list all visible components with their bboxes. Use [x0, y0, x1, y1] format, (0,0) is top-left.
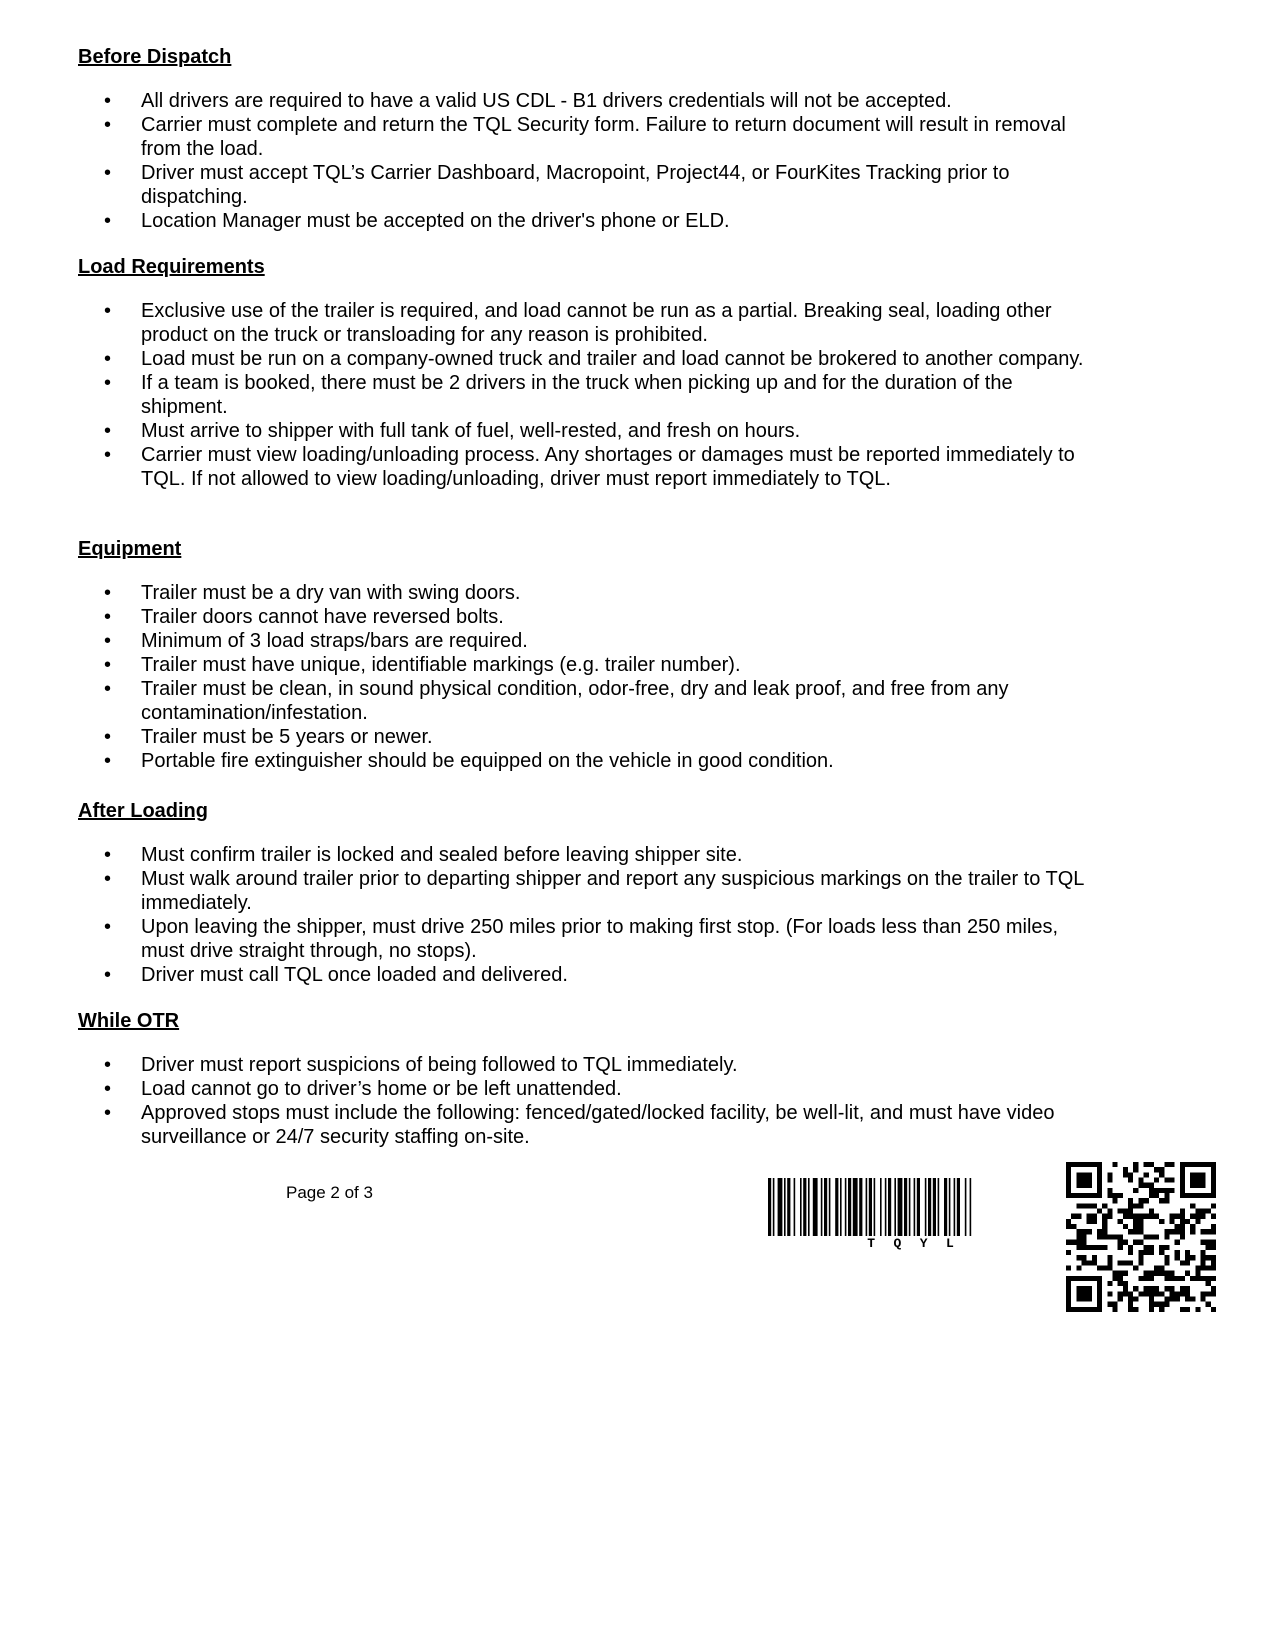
list-item: • Must walk around trailer prior to departing shipper and report any suspicious markings on the trailer to TQL immediately.: [104, 868, 1084, 914]
bullet-icon: •: [104, 114, 112, 136]
section-heading: Load Requirements: [78, 256, 265, 278]
bullet-list: [78, 299, 1098, 491]
bullet-icon: •: [104, 300, 112, 322]
barcode-char: Q: [893, 1236, 902, 1251]
list-item: • Load cannot go to driver’s home or be left unattended.: [104, 1078, 622, 1100]
bullet-icon: •: [104, 1102, 112, 1124]
bullet-icon: •: [104, 210, 112, 232]
list-item: • Carrier must view loading/unloading process. Any shortages or damages must be reported immediately to TQL. If not allowed to view loading/unloading, driver must report immediately to TQL.: [104, 444, 1075, 490]
bullet-icon: •: [104, 844, 112, 866]
bullet-icon: •: [104, 348, 112, 370]
bullet-icon: •: [104, 750, 112, 772]
bullet-icon: •: [104, 444, 112, 466]
list-item: • Trailer doors cannot have reversed bolts.: [104, 606, 504, 628]
bullet-list: [78, 843, 1098, 987]
bullet-list: [78, 1053, 1098, 1149]
barcode-label: [768, 1236, 1053, 1251]
barcode-icon: [768, 1178, 1053, 1236]
section-while-otr: [78, 1009, 1098, 1149]
bullet-icon: •: [104, 726, 112, 748]
list-item: • Must confirm trailer is locked and sealed before leaving shipper site.: [104, 844, 743, 866]
list-item: • Load must be run on a company-owned truck and trailer and load cannot be brokered to another company.: [104, 348, 1084, 370]
list-item: • Upon leaving the shipper, must drive 250 miles prior to making first stop. (For loads less than 250 miles, must drive straight through, no stops).: [104, 916, 1059, 962]
list-item: • Carrier must complete and return the TQL Security form. Failure to return document will result in removal from the load.: [104, 114, 1066, 160]
section-heading: After Loading: [78, 800, 208, 822]
section-heading: While OTR: [78, 1010, 180, 1032]
list-item: • Driver must report suspicions of being followed to TQL immediately.: [104, 1054, 738, 1076]
section-heading: Before Dispatch: [78, 46, 232, 68]
qr-code-icon: [1066, 1162, 1216, 1312]
bullet-icon: •: [104, 1054, 112, 1076]
section-equipment: [78, 537, 1098, 773]
list-item: • Must arrive to shipper with full tank of fuel, well-rested, and fresh on hours.: [104, 420, 801, 442]
barcode-char: Y: [919, 1236, 928, 1251]
page-number: Page 2 of 3: [286, 1183, 373, 1202]
list-item: • Location Manager must be accepted on the driver's phone or ELD.: [104, 210, 730, 232]
bullet-list: [78, 89, 1098, 233]
list-item: • Trailer must have unique, identifiable markings (e.g. trailer number).: [104, 654, 741, 676]
bullet-icon: •: [104, 90, 112, 112]
bullet-icon: •: [104, 868, 112, 890]
bullet-icon: •: [104, 916, 112, 938]
list-item: • Minimum of 3 load straps/bars are required.: [104, 630, 528, 652]
list-item: • If a team is booked, there must be 2 drivers in the truck when picking up and for the duration of the shipment.: [104, 372, 1013, 418]
bullet-icon: •: [104, 420, 112, 442]
list-item: • Portable fire extinguisher should be equipped on the vehicle in good condition.: [104, 750, 834, 772]
list-item: • Trailer must be 5 years or newer.: [104, 726, 433, 748]
list-item: • Trailer must be clean, in sound physical condition, odor-free, dry and leak proof, and free from any contamination/infestation.: [104, 678, 1009, 724]
bullet-icon: •: [104, 964, 112, 986]
bullet-icon: •: [104, 630, 112, 652]
section-heading: Equipment: [78, 538, 182, 560]
list-item: • Driver must call TQL once loaded and delivered.: [104, 964, 568, 986]
bullet-icon: •: [104, 582, 112, 604]
bullet-icon: •: [104, 1078, 112, 1100]
section-before-dispatch: [78, 45, 1098, 233]
bullet-icon: •: [104, 678, 112, 700]
bullet-list: [78, 581, 1098, 773]
bullet-icon: •: [104, 162, 112, 184]
bullet-icon: •: [104, 654, 112, 676]
list-item: • Approved stops must include the following: fenced/gated/locked facility, be well-lit, and must have video surveillance or 24/7 security staffing on-site.: [104, 1102, 1055, 1148]
bullet-icon: •: [104, 606, 112, 628]
list-item: • Driver must accept TQL’s Carrier Dashboard, Macropoint, Project44, or FourKites Tracking prior to dispatching.: [104, 162, 1010, 208]
barcode-char: T: [867, 1236, 876, 1251]
section-after-loading: [78, 799, 1098, 987]
section-load-requirements: [78, 255, 1098, 491]
list-item: • Trailer must be a dry van with swing doors.: [104, 582, 521, 604]
list-item: • Exclusive use of the trailer is required, and load cannot be run as a partial. Breaking seal, loading other product on the truck or transloading for any reason is prohibited.: [104, 300, 1052, 346]
bullet-icon: •: [104, 372, 112, 394]
list-item: • All drivers are required to have a valid US CDL - B1 drivers credentials will not be accepted.: [104, 90, 952, 112]
barcode-char: L: [945, 1236, 954, 1251]
